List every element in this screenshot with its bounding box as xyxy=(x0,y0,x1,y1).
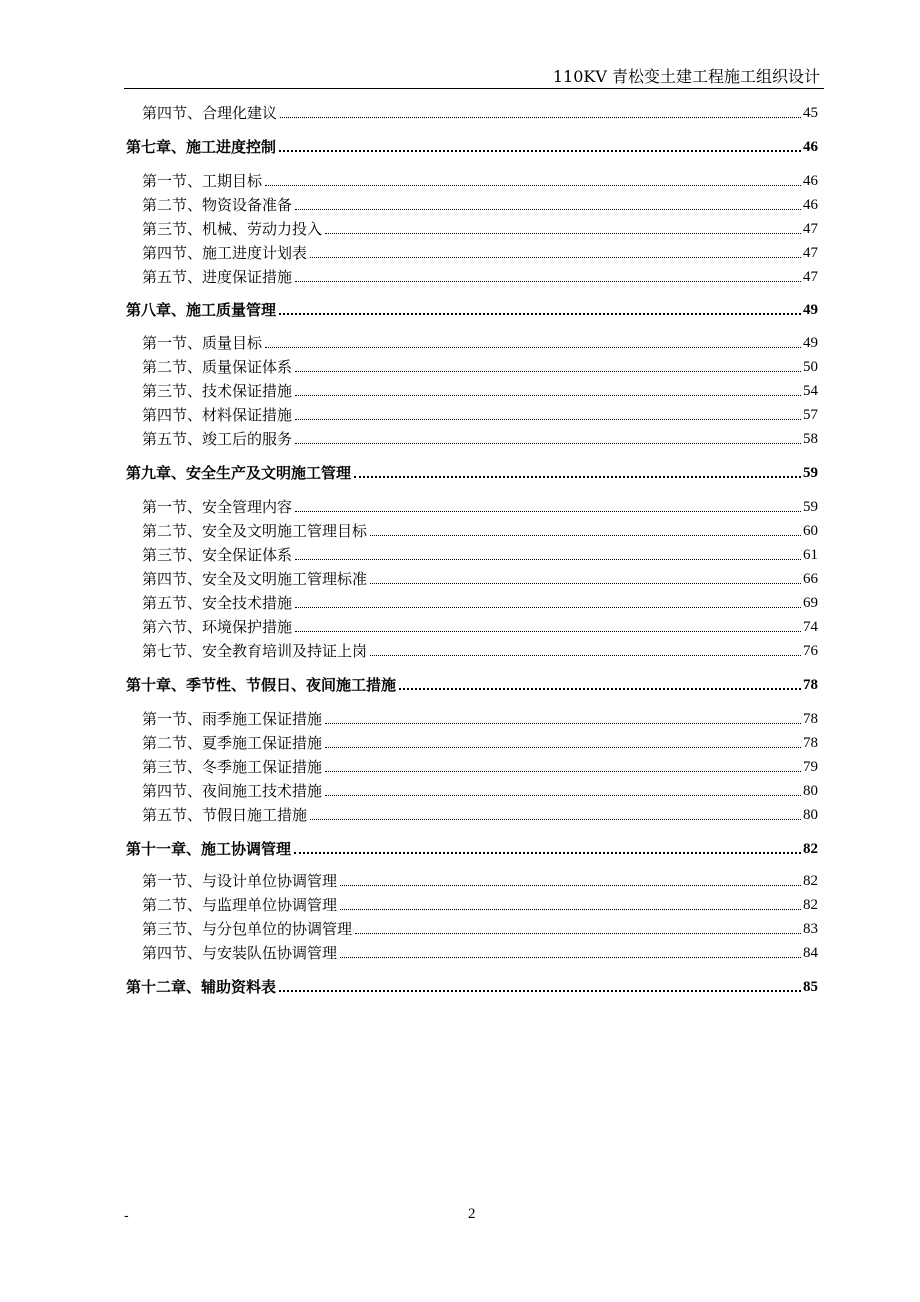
toc-entry-page: 50 xyxy=(803,359,818,375)
toc-entry-page: 47 xyxy=(803,269,818,285)
toc-entry-page: 82 xyxy=(803,841,818,857)
toc-dot-leader xyxy=(325,233,801,234)
toc-entry-page: 66 xyxy=(803,571,818,587)
toc-section-entry xyxy=(142,267,818,287)
toc-entry-title: 第一节、雨季施工保证措施 xyxy=(142,710,323,728)
toc-entry-title: 第四节、施工进度计划表 xyxy=(142,244,308,262)
toc-entry-title: 第九章、安全生产及文明施工管理 xyxy=(126,464,352,482)
toc-dot-leader xyxy=(279,150,801,152)
toc-entry-title: 第二节、质量保证体系 xyxy=(142,358,293,376)
toc-section-entry xyxy=(142,219,818,239)
toc-section-entry xyxy=(142,805,818,825)
footer-left-mark: - xyxy=(124,1208,129,1224)
toc-entry-page: 85 xyxy=(803,979,818,995)
toc-dot-leader xyxy=(295,607,801,608)
toc-entry-title: 第四节、合理化建议 xyxy=(142,104,278,122)
toc-dot-leader xyxy=(295,281,801,282)
toc-section-entry xyxy=(142,521,818,541)
toc-chapter-entry xyxy=(126,137,818,157)
toc-dot-leader xyxy=(340,957,801,958)
toc-entry-page: 47 xyxy=(803,245,818,261)
toc-entry-page: 80 xyxy=(803,807,818,823)
toc-entry-page: 80 xyxy=(803,783,818,799)
toc-dot-leader xyxy=(280,117,801,118)
toc-dot-leader xyxy=(340,885,801,886)
toc-entry-title: 第三节、技术保证措施 xyxy=(142,382,293,400)
toc-entry-title: 第二节、夏季施工保证措施 xyxy=(142,734,323,752)
toc-entry-page: 47 xyxy=(803,221,818,237)
toc-chapter-entry xyxy=(126,675,818,695)
toc-entry-page: 76 xyxy=(803,643,818,659)
toc-section-entry xyxy=(142,405,818,425)
toc-dot-leader xyxy=(295,631,801,632)
toc-dot-leader xyxy=(279,313,801,315)
toc-dot-leader xyxy=(325,771,801,772)
toc-section-entry xyxy=(142,569,818,589)
toc-entry-title: 第十一章、施工协调管理 xyxy=(126,840,292,858)
toc-entry-title: 第七章、施工进度控制 xyxy=(126,138,277,156)
toc-dot-leader xyxy=(340,909,801,910)
toc-section-entry xyxy=(142,545,818,565)
toc-entry-page: 74 xyxy=(803,619,818,635)
toc-entry-title: 第七节、安全教育培训及持证上岗 xyxy=(142,642,368,660)
toc-dot-leader xyxy=(279,990,801,992)
toc-dot-leader xyxy=(294,852,801,854)
toc-dot-leader xyxy=(370,535,801,536)
toc-section-entry xyxy=(142,103,818,123)
toc-entry-title: 第六节、环境保护措施 xyxy=(142,618,293,636)
toc-entry-title: 第一节、工期目标 xyxy=(142,172,263,190)
toc-section-entry xyxy=(142,195,818,215)
toc-dot-leader xyxy=(295,559,801,560)
toc-entry-title: 第三节、安全保证体系 xyxy=(142,546,293,564)
toc-entry-page: 59 xyxy=(803,499,818,515)
toc-dot-leader xyxy=(295,395,801,396)
toc-section-entry xyxy=(142,895,818,915)
toc-dot-leader xyxy=(355,933,801,934)
toc-entry-page: 78 xyxy=(803,711,818,727)
toc-entry-page: 49 xyxy=(803,335,818,351)
toc-entry-page: 84 xyxy=(803,945,818,961)
toc-entry-title: 第三节、机械、劳动力投入 xyxy=(142,220,323,238)
toc-entry-page: 46 xyxy=(803,197,818,213)
toc-entry-title: 第一节、质量目标 xyxy=(142,334,263,352)
toc-entry-page: 46 xyxy=(803,173,818,189)
toc-entry-page: 79 xyxy=(803,759,818,775)
toc-entry-page: 49 xyxy=(803,302,818,318)
toc-section-entry xyxy=(142,943,818,963)
toc-section-entry xyxy=(142,871,818,891)
toc-entry-title: 第三节、与分包单位的协调管理 xyxy=(142,920,353,938)
toc-section-entry xyxy=(142,497,818,517)
toc-entry-title: 第八章、施工质量管理 xyxy=(126,301,277,319)
toc-section-entry xyxy=(142,333,818,353)
toc-chapter-entry xyxy=(126,839,818,859)
toc-section-entry xyxy=(142,641,818,661)
toc-entry-page: 82 xyxy=(803,873,818,889)
toc-entry-page: 69 xyxy=(803,595,818,611)
toc-dot-leader xyxy=(295,371,801,372)
toc-chapter-entry xyxy=(126,463,818,483)
toc-dot-leader xyxy=(295,209,801,210)
toc-section-entry xyxy=(142,429,818,449)
toc-dot-leader xyxy=(295,419,801,420)
toc-section-entry xyxy=(142,171,818,191)
toc-entry-title: 第二节、与监理单位协调管理 xyxy=(142,896,338,914)
toc-dot-leader xyxy=(399,688,801,690)
toc-dot-leader xyxy=(265,185,801,186)
page-number: 2 xyxy=(468,1206,476,1222)
toc-dot-leader xyxy=(325,723,801,724)
toc-entry-title: 第四节、安全及文明施工管理标准 xyxy=(142,570,368,588)
document-header-title: 110KV 青松变土建工程施工组织设计 xyxy=(552,67,820,86)
toc-entry-page: 78 xyxy=(803,677,818,693)
toc-section-entry xyxy=(142,757,818,777)
toc-section-entry xyxy=(142,733,818,753)
toc-entry-page: 54 xyxy=(803,383,818,399)
toc-entry-title: 第三节、冬季施工保证措施 xyxy=(142,758,323,776)
toc-dot-leader xyxy=(310,819,801,820)
toc-section-entry xyxy=(142,709,818,729)
toc-entry-title: 第十二章、辅助资料表 xyxy=(126,978,277,996)
header-divider xyxy=(124,88,824,89)
toc-entry-title: 第二节、安全及文明施工管理目标 xyxy=(142,522,368,540)
toc-entry-page: 58 xyxy=(803,431,818,447)
toc-entry-page: 82 xyxy=(803,897,818,913)
toc-entry-title: 第五节、节假日施工措施 xyxy=(142,806,308,824)
toc-dot-leader xyxy=(295,443,801,444)
toc-section-entry xyxy=(142,357,818,377)
toc-section-entry xyxy=(142,381,818,401)
toc-entry-page: 60 xyxy=(803,523,818,539)
toc-entry-page: 61 xyxy=(803,547,818,563)
toc-entry-page: 45 xyxy=(803,105,818,121)
toc-entry-page: 59 xyxy=(803,465,818,481)
toc-entry-page: 78 xyxy=(803,735,818,751)
toc-section-entry xyxy=(142,617,818,637)
toc-dot-leader xyxy=(325,747,801,748)
toc-entry-title: 第四节、与安装队伍协调管理 xyxy=(142,944,338,962)
toc-chapter-entry xyxy=(126,977,818,997)
toc-entry-title: 第五节、竣工后的服务 xyxy=(142,430,293,448)
toc-entry-title: 第二节、物资设备准备 xyxy=(142,196,293,214)
toc-dot-leader xyxy=(370,583,801,584)
toc-entry-page: 46 xyxy=(803,139,818,155)
toc-dot-leader xyxy=(325,795,801,796)
toc-entry-title: 第五节、安全技术措施 xyxy=(142,594,293,612)
toc-entry-title: 第四节、夜间施工技术措施 xyxy=(142,782,323,800)
toc-entry-title: 第十章、季节性、节假日、夜间施工措施 xyxy=(126,676,397,694)
toc-entry-title: 第四节、材料保证措施 xyxy=(142,406,293,424)
toc-entry-title: 第一节、与设计单位协调管理 xyxy=(142,872,338,890)
toc-entry-page: 57 xyxy=(803,407,818,423)
toc-dot-leader xyxy=(370,655,801,656)
toc-dot-leader xyxy=(265,347,801,348)
toc-section-entry xyxy=(142,919,818,939)
toc-section-entry xyxy=(142,593,818,613)
toc-section-entry xyxy=(142,243,818,263)
toc-section-entry xyxy=(142,781,818,801)
toc-entry-title: 第五节、进度保证措施 xyxy=(142,268,293,286)
toc-dot-leader xyxy=(295,511,801,512)
toc-entry-page: 83 xyxy=(803,921,818,937)
toc-dot-leader xyxy=(354,476,801,478)
toc-dot-leader xyxy=(310,257,801,258)
toc-entry-title: 第一节、安全管理内容 xyxy=(142,498,293,516)
toc-chapter-entry xyxy=(126,300,818,320)
